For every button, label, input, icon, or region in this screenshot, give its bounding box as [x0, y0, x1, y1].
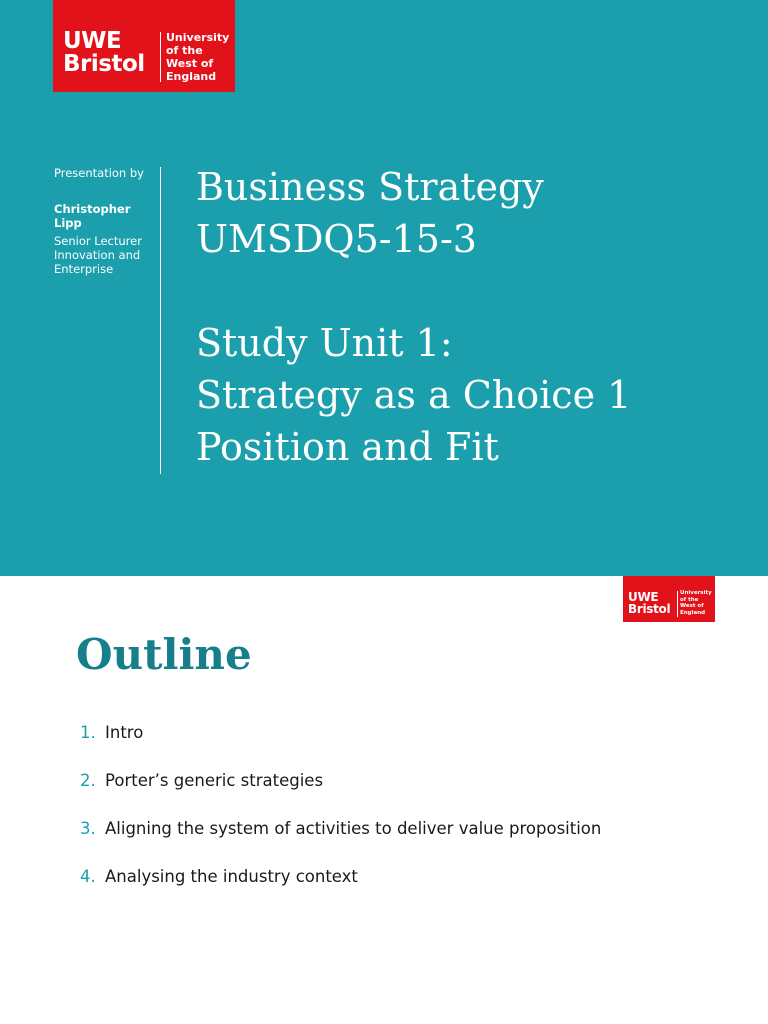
presenter-role: Senior Lecturer Innovation and Enterprise: [54, 234, 142, 276]
unit-title-line1: Strategy as a Choice 1: [196, 373, 632, 417]
outline-item: [80, 770, 601, 818]
unit-title-line2: Position and Fit: [196, 425, 499, 469]
uwe-bristol-logo-small: [623, 576, 715, 622]
slide-title: [196, 161, 631, 473]
vertical-divider: [160, 167, 161, 474]
logo-university-text: University of the West of England: [680, 590, 712, 616]
logo-wordmark-line2: Bristol: [628, 602, 671, 616]
logo-divider: [160, 32, 161, 82]
outline-item-number: 2.: [80, 771, 96, 790]
course-code: UMSDQ5-15-3: [196, 217, 477, 261]
unit-label: Study Unit 1:: [196, 321, 453, 365]
logo-wordmark: [63, 30, 145, 76]
outline-item-number: 4.: [80, 867, 96, 886]
logo-wordmark-line1: UWE: [63, 28, 122, 54]
outline-item-text: Intro: [105, 723, 144, 742]
uwe-bristol-logo: [53, 0, 235, 92]
logo-university-text: University of the West of England: [166, 31, 230, 83]
outline-item-text: Analysing the industry context: [105, 867, 358, 886]
outline-item-number: 3.: [80, 819, 96, 838]
presenter-info: [54, 166, 154, 276]
presentation-by-label: Presentation by: [54, 166, 144, 180]
logo-wordmark-line1: UWE: [628, 590, 659, 604]
outline-item-text: Aligning the system of activities to deliver value proposition: [105, 819, 602, 838]
outline-heading: Outline: [76, 630, 252, 679]
course-title: Business Strategy: [196, 165, 544, 209]
logo-wordmark: [628, 591, 670, 615]
outline-item: [80, 722, 601, 770]
outline-item: [80, 866, 601, 914]
logo-wordmark-line2: Bristol: [63, 51, 145, 77]
presenter-name: Christopher Lipp: [54, 202, 131, 230]
outline-item-number: 1.: [80, 723, 96, 742]
outline-item: [80, 818, 601, 866]
outline-item-text: Porter’s generic strategies: [105, 771, 324, 790]
logo-divider: [677, 591, 678, 617]
outline-slide: [0, 576, 768, 1024]
outline-list: [80, 722, 601, 914]
